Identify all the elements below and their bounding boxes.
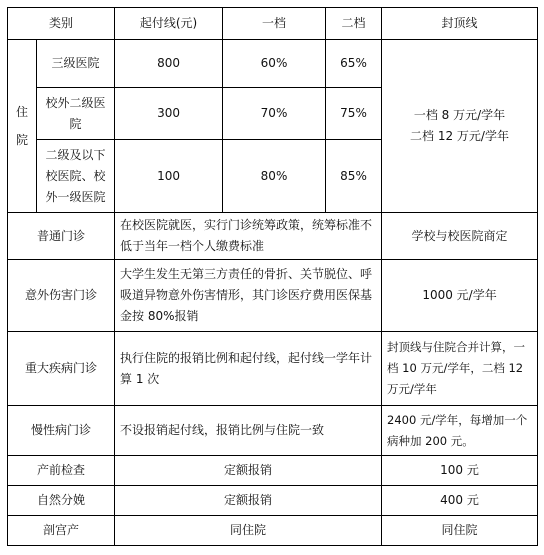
row-cap: 封顶线与住院合并计算，一档 10 万元/学年，二档 12 万元/学年	[382, 332, 538, 406]
table-row	[8, 516, 538, 546]
row-name: 剖宫产	[8, 516, 115, 546]
table-row	[8, 332, 538, 406]
header-category: 类别	[8, 8, 115, 40]
header-row	[8, 8, 538, 40]
header-deductible: 起付线(元)	[115, 8, 223, 40]
row-cap: 学校与校医院商定	[382, 213, 538, 260]
table-row	[8, 40, 538, 88]
row-name: 重大疾病门诊	[8, 332, 115, 406]
inpatient-row-name: 二级及以下校医院、校外一级医院	[37, 140, 115, 213]
row-name: 普通门诊	[8, 213, 115, 260]
inpatient-label-text: 住院	[15, 105, 28, 147]
row-cap: 400 元	[382, 486, 538, 516]
inpatient-row-deductible: 100	[115, 140, 223, 213]
row-desc: 大学生发生无第三方责任的骨折、关节脱位、呼吸道异物意外伤害情形，其门诊医疗费用医保基金按 80%报销	[115, 260, 382, 332]
inpatient-row-tier1: 70%	[223, 88, 326, 140]
row-cap: 1000 元/学年	[382, 260, 538, 332]
inpatient-label	[8, 40, 37, 213]
row-desc: 在校医院就医，实行门诊统筹政策，统筹标准不低于当年一档个人缴费标准	[115, 213, 382, 260]
table-row	[8, 260, 538, 332]
inpatient-row-tier1: 60%	[223, 40, 326, 88]
row-cap: 同住院	[382, 516, 538, 546]
row-desc: 定额报销	[115, 456, 382, 486]
row-cap: 100 元	[382, 456, 538, 486]
table-row	[8, 406, 538, 456]
inpatient-row-tier1: 80%	[223, 140, 326, 213]
row-name: 自然分娩	[8, 486, 115, 516]
inpatient-row-deductible: 300	[115, 88, 223, 140]
row-cap: 2400 元/学年，每增加一个病种加 200 元。	[382, 406, 538, 456]
header-cap: 封顶线	[382, 8, 538, 40]
table-row	[8, 213, 538, 260]
row-desc: 同住院	[115, 516, 382, 546]
inpatient-row-tier2: 85%	[326, 140, 382, 213]
inpatient-row-name: 三级医院	[37, 40, 115, 88]
insurance-table	[7, 7, 538, 546]
inpatient-row-name: 校外二级医院	[37, 88, 115, 140]
row-name: 意外伤害门诊	[8, 260, 115, 332]
row-name: 慢性病门诊	[8, 406, 115, 456]
table-row	[8, 456, 538, 486]
row-desc: 不设报销起付线，报销比例与住院一致	[115, 406, 382, 456]
row-desc: 定额报销	[115, 486, 382, 516]
inpatient-cap: 一档 8 万元/学年 二档 12 万元/学年	[382, 40, 538, 213]
header-tier1: 一档	[223, 8, 326, 40]
header-tier2: 二档	[326, 8, 382, 40]
table-row	[8, 486, 538, 516]
inpatient-row-deductible: 800	[115, 40, 223, 88]
inpatient-row-tier2: 75%	[326, 88, 382, 140]
inpatient-row-tier2: 65%	[326, 40, 382, 88]
row-desc: 执行住院的报销比例和起付线，起付线一学年计算 1 次	[115, 332, 382, 406]
row-name: 产前检查	[8, 456, 115, 486]
